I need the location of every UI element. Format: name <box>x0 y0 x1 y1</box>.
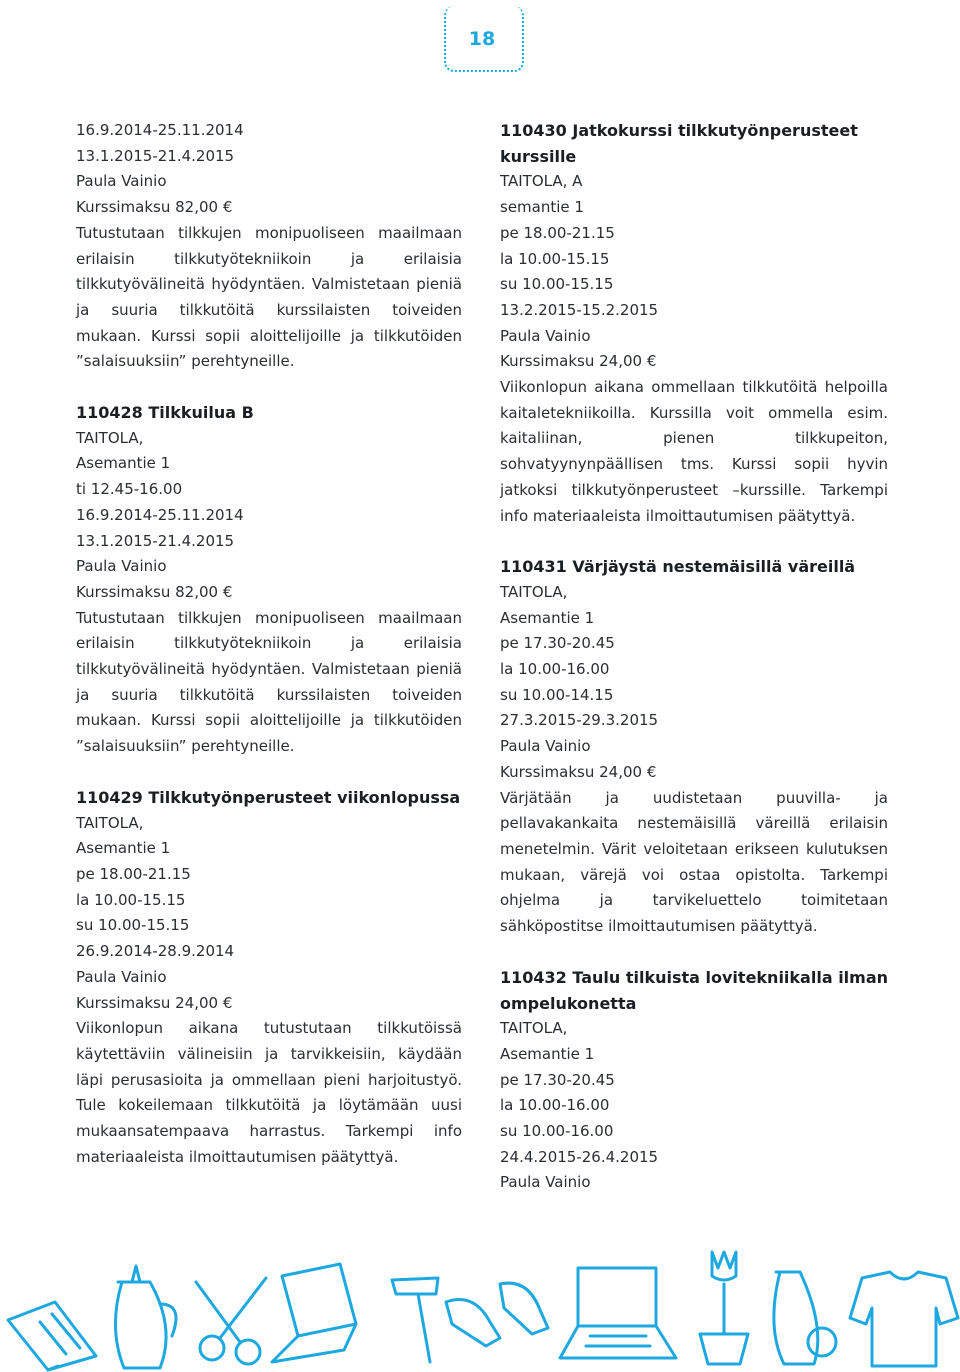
venue: TAITOLA, <box>76 813 144 832</box>
course-fee: Kurssimaksu 24,00 € <box>500 352 657 371</box>
teacher: Paula Vainio <box>500 1173 591 1192</box>
course-description: Viikonlopun aikana tutustutaan tilkkutöissä käytettäviin välineisiin ja tarvikkeisiin, käydään läpi perusasioita ja ommellaan pieni harjoitustyö. Tule kokeilemaan tilkkutöitä ja löytämään uusi mukaansatempaava harrastus. Tarkempi info materiaaleista ilmoittautumisen päätyttyä. <box>76 1019 462 1166</box>
course-title: 110428 Tilkkuilua B <box>76 403 254 423</box>
craft-icons-strip <box>0 1238 960 1372</box>
course-continuation <box>76 118 462 375</box>
sweater-icon <box>850 1272 958 1366</box>
schedule: pe 18.00-21.15 <box>76 864 191 883</box>
date-range: 13.1.2015-21.4.2015 <box>76 146 235 165</box>
page-number: 18 <box>468 28 496 50</box>
schedule: pe 18.00-21.15 <box>500 223 615 242</box>
tulip-pot-icon <box>700 1252 748 1364</box>
date-range: 13.2.2015-15.2.2015 <box>500 300 659 319</box>
course-110429 <box>76 785 462 1171</box>
course-fee: Kurssimaksu 24,00 € <box>76 993 233 1012</box>
venue: TAITOLA, A <box>500 172 583 191</box>
schedule: su 10.00-14.15 <box>500 685 614 704</box>
book-icon <box>8 1302 96 1370</box>
sneakers-icon <box>446 1283 548 1346</box>
schedule: la 10.00-16.00 <box>500 660 610 679</box>
course-description: Tutustutaan tilkkujen monipuoliseen maailmaan erilaisin tilkkutyötekniikoin ja erilaisia tilkkutyövälineitä hyödyntäen. Valmistetaan pieniä ja suuria tilkkutöitä kurssilaisten toiveiden mukaan. Kurssi sopii aloittelijoille ja tilkkutöiden ”salaisuuksiin” perehtyneille. <box>76 608 462 756</box>
scissors-icon <box>196 1278 266 1364</box>
laptop-icon-2 <box>560 1268 676 1358</box>
schedule: su 10.00-15.15 <box>500 275 614 294</box>
schedule: la 10.00-15.15 <box>76 890 186 909</box>
date-range: 16.9.2014-25.11.2014 <box>76 505 244 524</box>
teacher: Paula Vainio <box>500 326 591 345</box>
schedule: la 10.00-16.00 <box>500 1096 610 1115</box>
course-110428 <box>76 400 462 760</box>
right-column <box>500 118 888 1196</box>
schedule: su 10.00-15.15 <box>76 916 190 935</box>
date-range: 26.9.2014-28.9.2014 <box>76 942 235 961</box>
course-110432 <box>500 965 888 1196</box>
schedule: la 10.00-15.15 <box>500 249 610 268</box>
schedule: pe 17.30-20.45 <box>500 634 615 653</box>
hammer-icon <box>392 1278 438 1362</box>
address: Asemantie 1 <box>76 454 171 473</box>
course-title: 110430 Jatkokurssi tilkkutyönperusteet kurssille <box>500 121 858 166</box>
venue: TAITOLA, <box>500 1019 568 1038</box>
venue: TAITOLA, <box>500 582 568 601</box>
course-description: Viikonlopun aikana ommellaan tilkkutöitä helpoilla kaitaletekniikoilla. Kurssilla voit ommella esim. kaitaliinan, pienen tilkkupeiton, sohvatyynynpäällisen tms. Kurssi sopii hyvin jatkoksi tilkkutyönperusteet –kurssille. Tarkempi info materiaaleista ilmoittautumisen päätyttyä. <box>500 378 888 525</box>
address: Asemantie 1 <box>500 1044 595 1063</box>
date-range: 13.1.2015-21.4.2015 <box>76 531 235 550</box>
address: Asemantie 1 <box>500 608 595 627</box>
course-fee: Kurssimaksu 24,00 € <box>500 762 657 781</box>
address: Asemantie 1 <box>76 839 171 858</box>
teacher: Paula Vainio <box>76 967 167 986</box>
course-description: Värjätään ja uudistetaan puuvilla- ja pellavakankaita nestemäisillä väreillä erilaisin menetelmin. Värit veloitetaan erikseen kulutuksen mukaan, värejä voi ostaa opistolta. Tarkempi ohjelma ja tarvikeluettelo toimitetaan sähköpostitse ilmoittautumisen päätyttyä. <box>500 788 888 936</box>
course-title: 110429 Tilkkutyönperusteet viikonlopussa <box>76 787 461 807</box>
course-title: 110431 Värjäystä nestemäisillä väreillä <box>500 557 856 577</box>
course-fee: Kurssimaksu 82,00 € <box>76 582 233 601</box>
venue: TAITOLA, <box>76 428 144 447</box>
teacher: Paula Vainio <box>76 557 167 576</box>
course-110431 <box>500 554 888 940</box>
course-fee: Kurssimaksu 82,00 € <box>76 198 233 217</box>
teacher: Paula Vainio <box>76 172 167 191</box>
left-column <box>76 118 462 1170</box>
schedule: su 10.00-16.00 <box>500 1122 614 1141</box>
teacher: Paula Vainio <box>500 737 591 756</box>
date-range: 16.9.2014-25.11.2014 <box>76 121 244 139</box>
date-range: 27.3.2015-29.3.2015 <box>500 711 659 730</box>
date-range: 24.4.2015-26.4.2015 <box>500 1147 659 1166</box>
address: semantie 1 <box>500 198 584 217</box>
vase-icon <box>774 1272 836 1364</box>
course-110430 <box>500 118 888 529</box>
teapot-icon <box>115 1266 176 1368</box>
course-title: 110432 Taulu tilkuista lovitekniikalla ilman ompelukonetta <box>500 967 889 1013</box>
schedule: ti 12.45-16.00 <box>76 480 183 499</box>
schedule: pe 17.30-20.45 <box>500 1070 615 1089</box>
course-description: Tutustutaan tilkkujen monipuoliseen maailmaan erilaisin tilkkutyötekniikoin ja erilaisia tilkkutyövälineitä hyödyntäen. Valmistetaan pieniä ja suuria tilkkutöitä kurssilaisten toiveiden mukaan. Kurssi sopii aloittelijoille ja tilkkutöiden ”salaisuuksiin” perehtyneille. <box>76 223 462 371</box>
laptop-icon <box>272 1264 356 1362</box>
